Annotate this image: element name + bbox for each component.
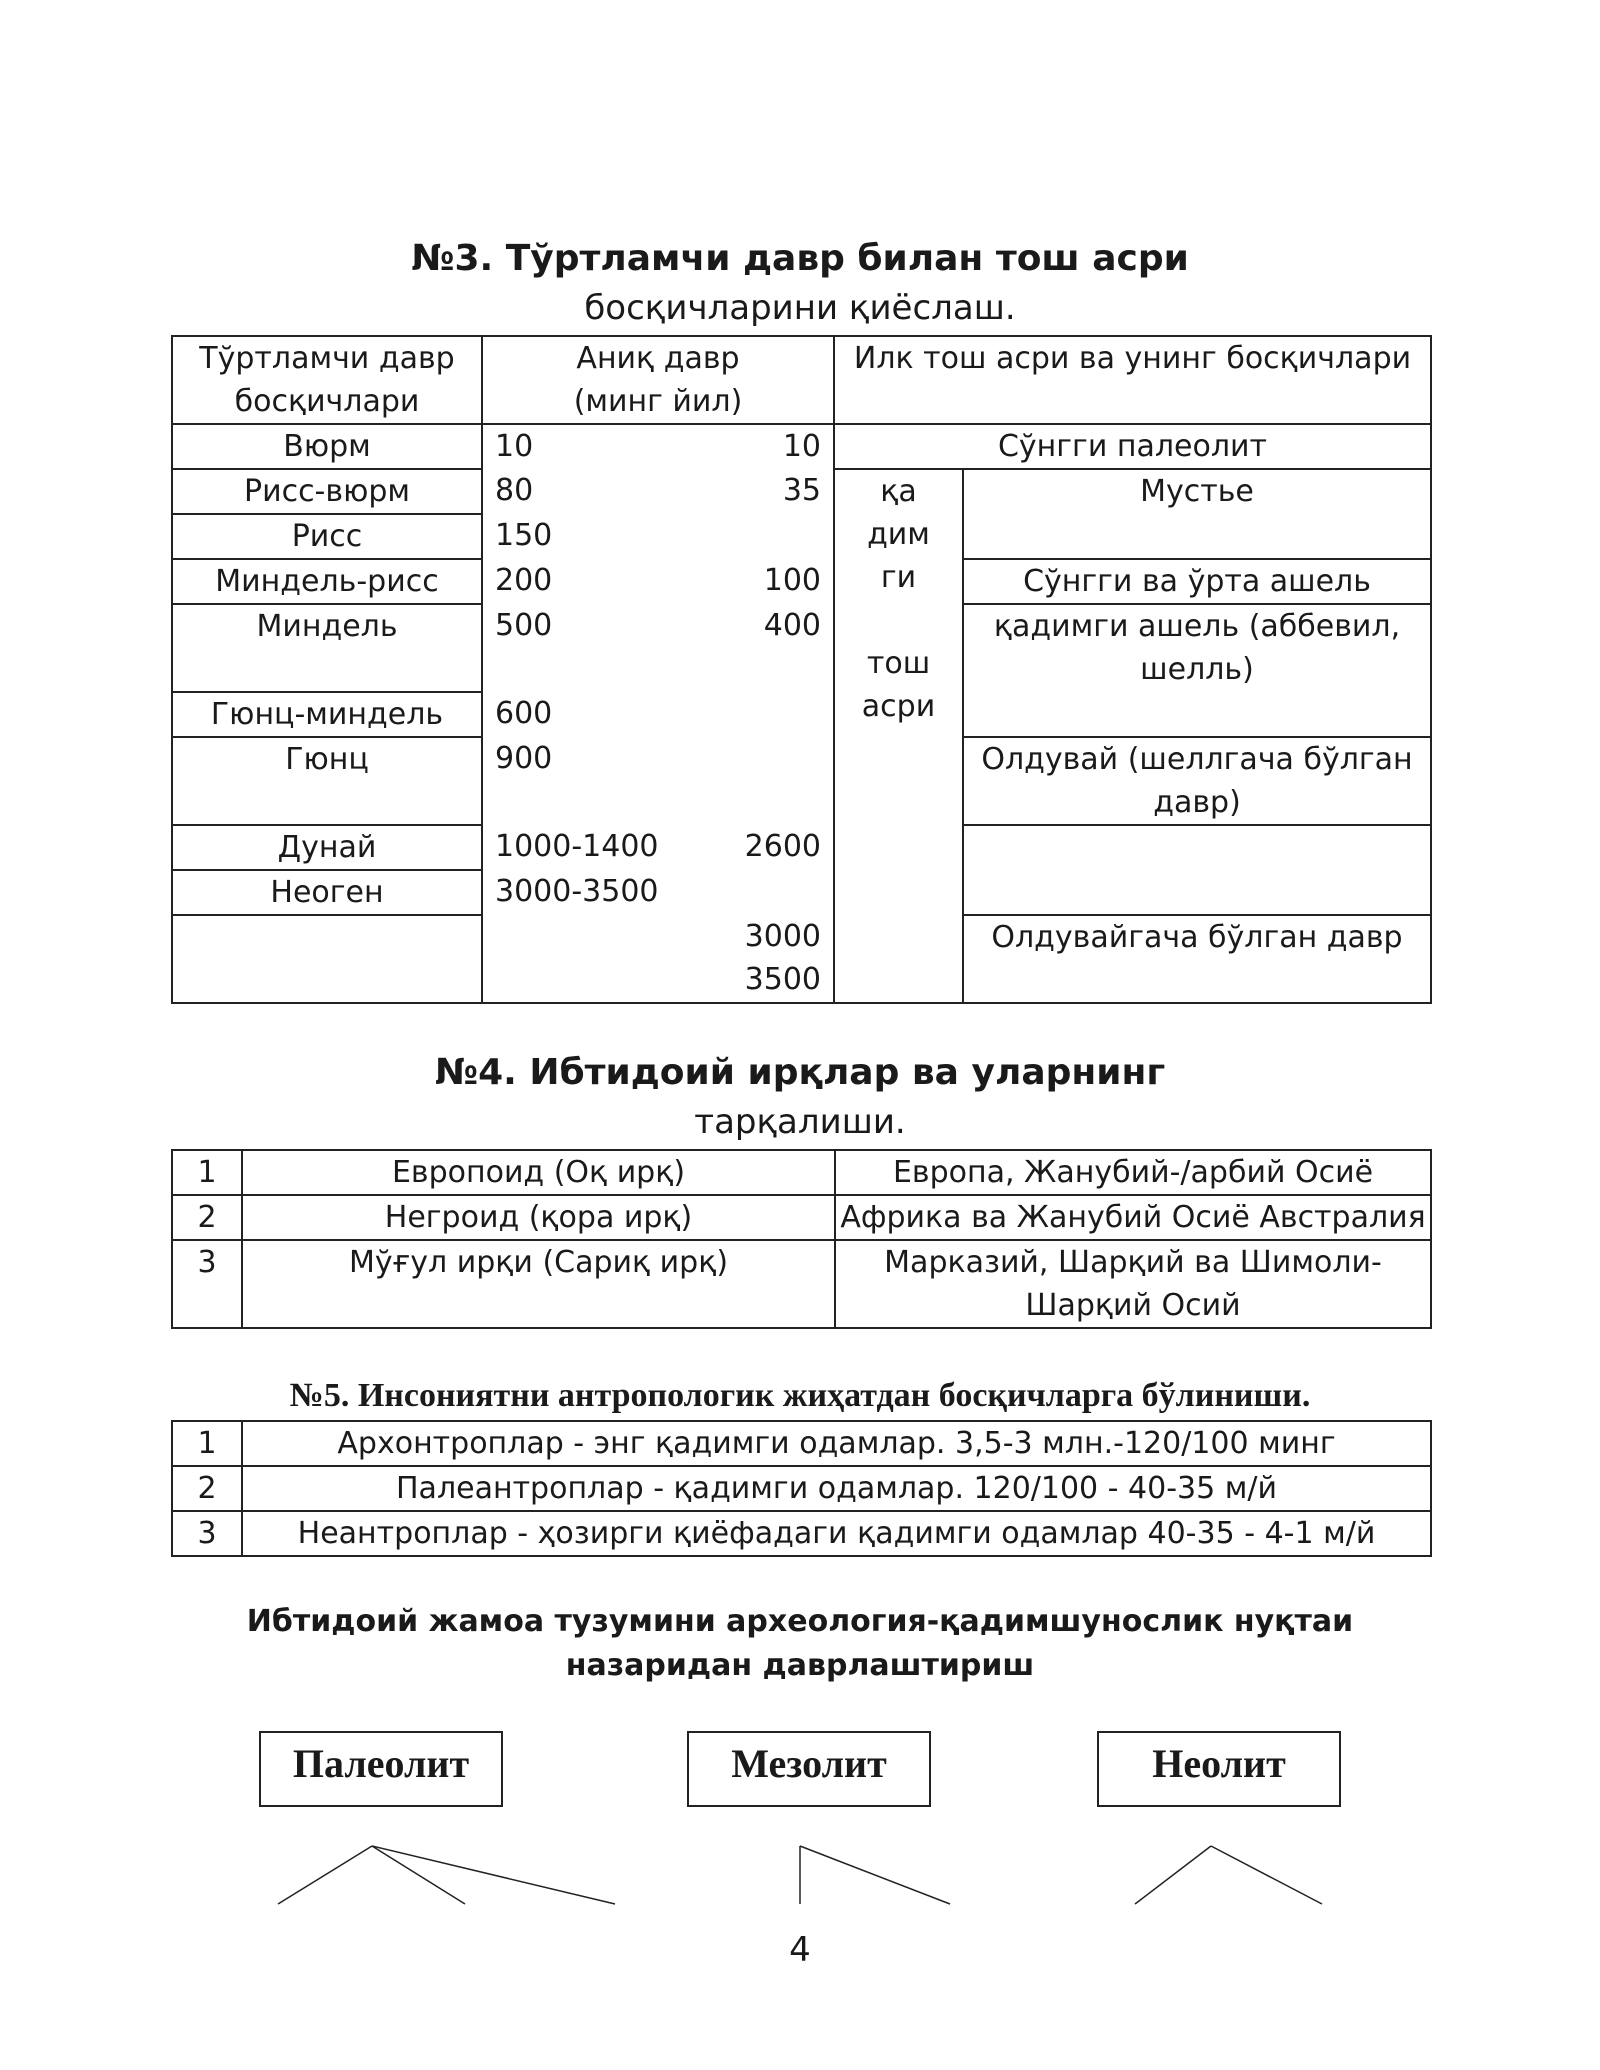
dates-cell: 900 (482, 737, 834, 825)
dates-cell: 3000 3500 (482, 915, 834, 1003)
stage-cell: Гюнц (172, 737, 482, 825)
paleolithic-box: Палеолит (259, 1731, 503, 1807)
stage-cell: Вюрм (172, 424, 482, 469)
section4-title: №4. Ибтидоий ирқлар ва уларнинг (434, 1052, 1166, 1093)
header-stone-age: Илк тош асри ва унинг босқичлари (834, 336, 1431, 424)
stage-text: Неантроплар - ҳозирги қиёфадаги қадимги одамлар 40-35 - 4-1 м/й (242, 1511, 1431, 1556)
dates-cell: 10 10 (482, 424, 834, 469)
stone-stage-cell: Мустье (963, 469, 1431, 559)
stage-cell: Гюнц-миндель (172, 692, 482, 737)
mesolithic-box: Мезолит (687, 1731, 931, 1807)
branch-line (1211, 1846, 1322, 1904)
dates-cell: 200 100 (482, 559, 834, 604)
dates-cell: 600 (482, 692, 834, 737)
dates-cell: 1000-1400 2600 (482, 825, 834, 870)
stage-text: Архонтроплар - энг қадимги одамлар. 3,5-3 млн.-120/100 минг (242, 1421, 1431, 1466)
branch-line (1135, 1846, 1211, 1904)
stage-text: Палеантроплар - қадимги одамлар. 120/100 - 40-35 м/й (242, 1466, 1431, 1511)
section4-subtitle: тарқалиши. (694, 1102, 906, 1142)
dates-cell: 3000-3500 (482, 870, 834, 915)
dates-cell: 80 35 (482, 469, 834, 514)
stage-cell: Рисс-вюрм (172, 469, 482, 514)
dates-cell: 500 400 (482, 604, 834, 692)
empty-cell (963, 825, 1431, 915)
dates-cell: 150 (482, 514, 834, 559)
region-cell: Марказий, Шарқий ва Шимоли- Шарқий Осий (835, 1240, 1431, 1328)
stone-stage-cell: қадимги ашель (аббевил, шелль) (963, 604, 1431, 737)
races-table (171, 1149, 1432, 1329)
ancient-stone-age-cell: қа дим ги тош асри (834, 469, 963, 1003)
branch-line (372, 1846, 465, 1904)
header-exact-period: Аниқ давр (минг йил) (482, 336, 834, 424)
stage-cell: Неоген (172, 870, 482, 915)
section3-subtitle: босқичларини қиёслаш. (584, 288, 1016, 328)
race-cell: Европоид (Оқ ирқ) (242, 1150, 835, 1195)
anthropology-table (171, 1420, 1432, 1557)
race-cell: Негроид (қора ирқ) (242, 1195, 835, 1240)
stone-stage-cell: Олдувай (шеллгача бўлган давр) (963, 737, 1431, 825)
neolithic-box: Неолит (1097, 1731, 1341, 1807)
stage-cell: Миндель (172, 604, 482, 692)
row-number: 3 (172, 1240, 242, 1328)
row-number: 2 (172, 1195, 242, 1240)
stage-cell: Миндель-рисс (172, 559, 482, 604)
section5-title: №5. Инсониятни антропологик жиҳатдан босқичларга бўлиниши. (289, 1377, 1311, 1414)
quaternary-table (171, 335, 1432, 1004)
stone-stage-cell: Олдувайгача бўлган давр (963, 915, 1431, 1003)
row-number: 1 (172, 1150, 242, 1195)
row-number: 3 (172, 1511, 242, 1556)
row-number: 1 (172, 1421, 242, 1466)
page-number: 4 (789, 1930, 811, 1970)
branch-line (800, 1846, 950, 1904)
stage-cell: Дунай (172, 825, 482, 870)
race-cell: Мўғул ирқи (Сариқ ирқ) (242, 1240, 835, 1328)
region-cell: Европа, Жанубий-/арбий Осиё (835, 1150, 1431, 1195)
row-number: 2 (172, 1466, 242, 1511)
empty-cell (172, 915, 482, 1003)
periodization-title: Ибтидоий жамоа тузумини археология-қадимшунослик нуқтаи назаридан даврлаштириш (246, 1604, 1354, 1683)
stage-cell: Рисс (172, 514, 482, 559)
stone-stage-cell: Сўнгги ва ўрта ашель (963, 559, 1431, 604)
header-quaternary-stages: Тўртламчи давр босқичлари (172, 336, 482, 424)
region-cell: Африка ва Жанубий Осиё Австралия (835, 1195, 1431, 1240)
late-paleolithic-cell: Сўнгги палеолит (834, 424, 1431, 469)
branch-line (278, 1846, 372, 1904)
section3-title: №3. Тўртламчи давр билан тош асри (411, 238, 1189, 279)
branch-line (372, 1846, 615, 1904)
